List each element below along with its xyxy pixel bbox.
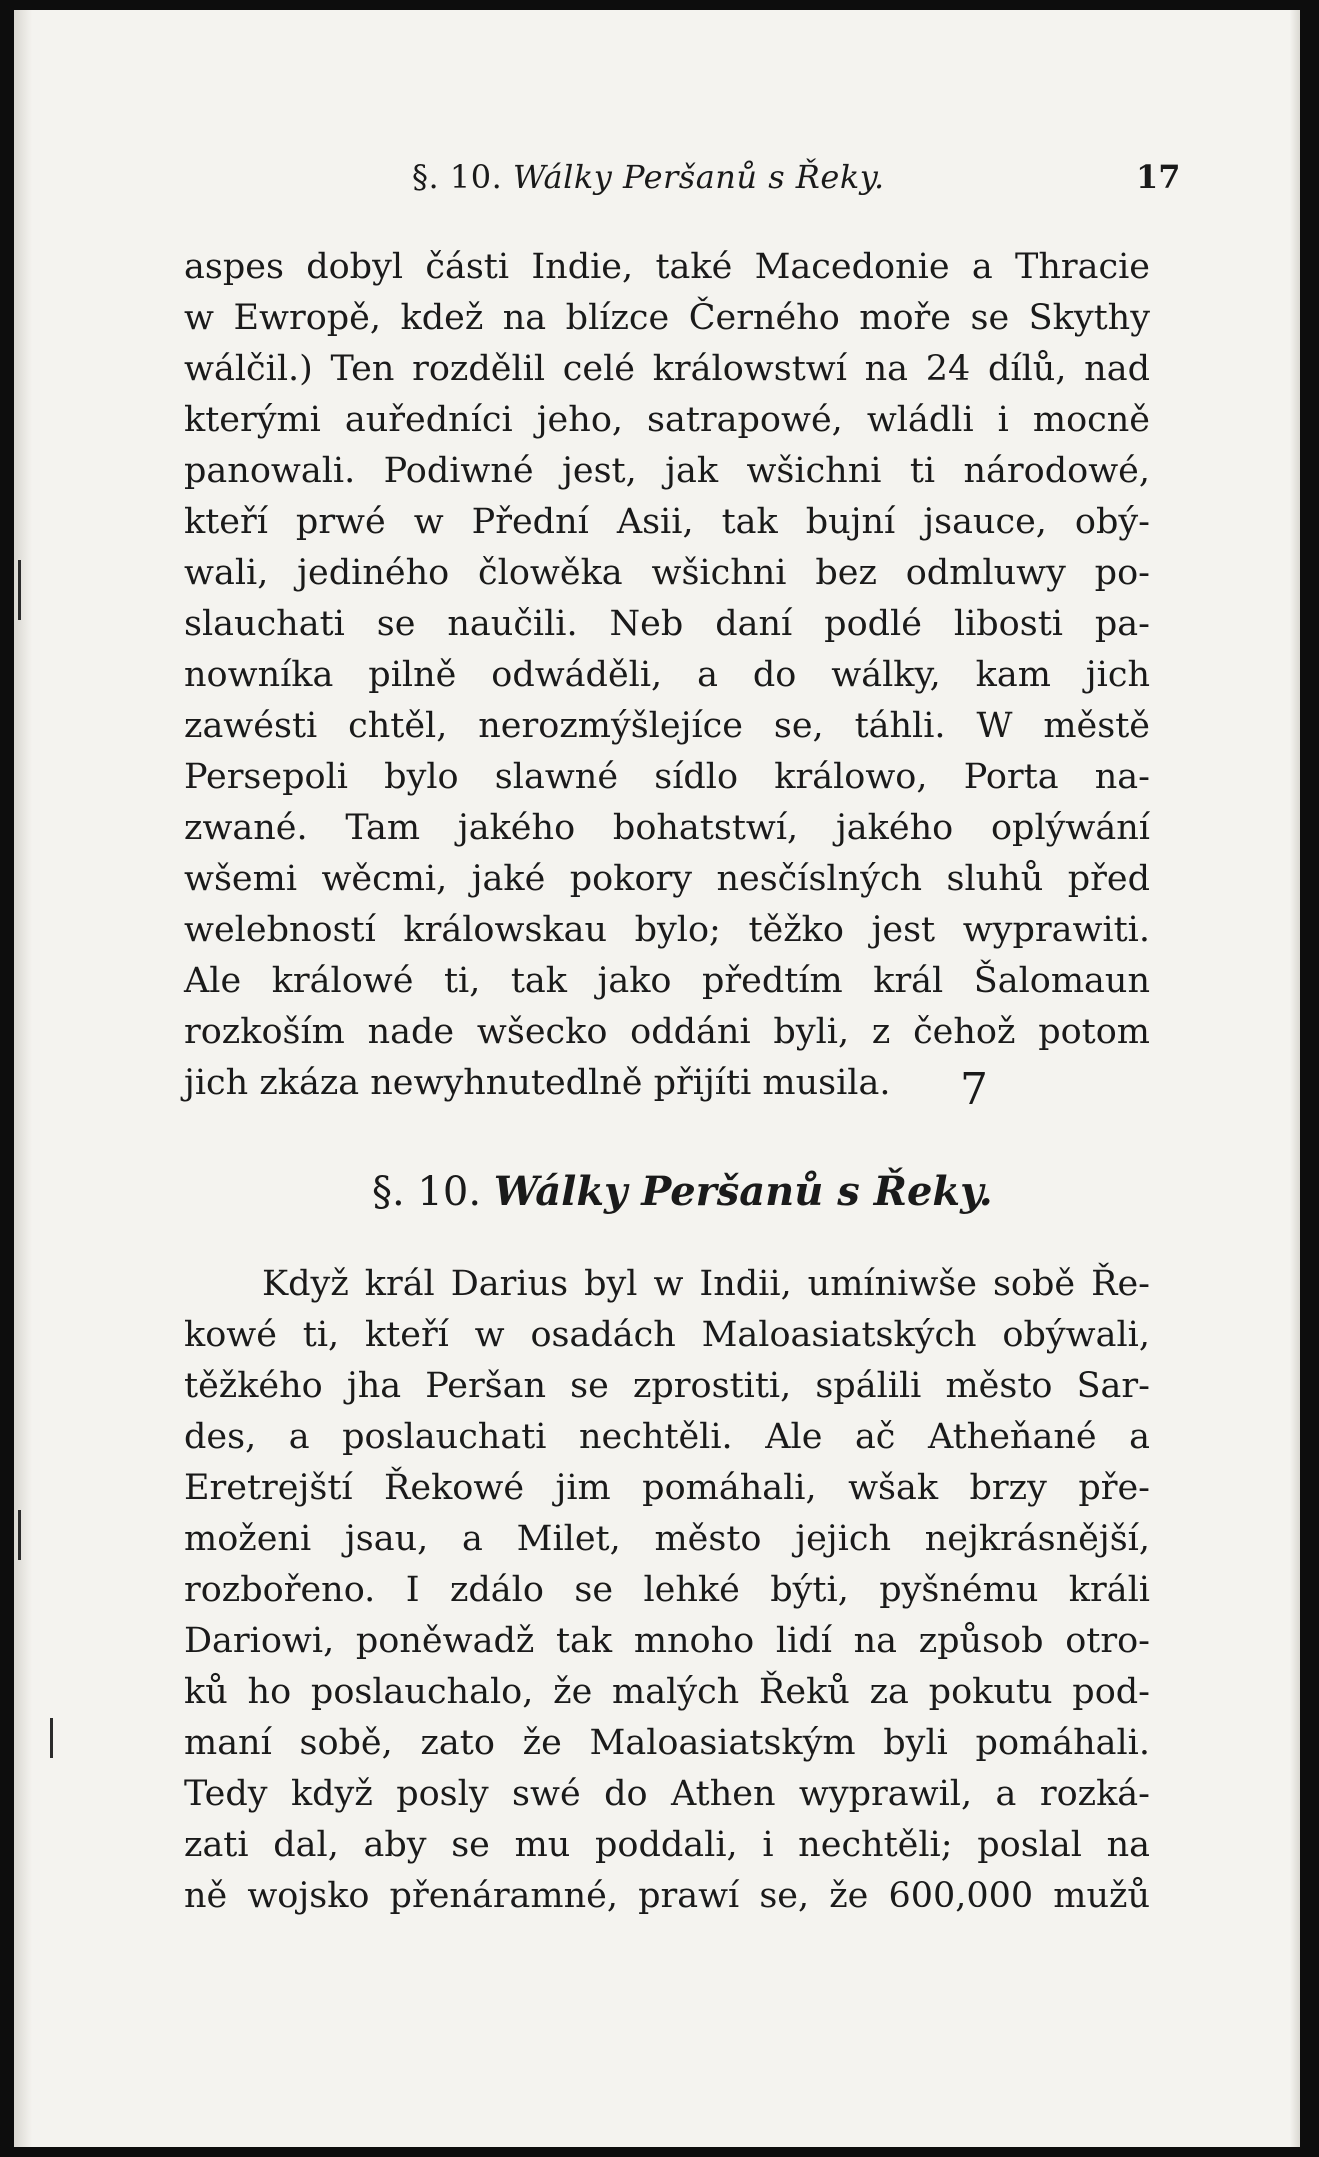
text-line: ků ho poslauchalo, že malých Řeků za pokutu pod- (184, 1672, 1150, 1712)
text-line: zwané. Tam jakého bohatstwí, jakého oplýwání (184, 808, 1150, 848)
text-line: ně wojsko přenáramné, prawí se, že 600,000 mužů (184, 1876, 1150, 1916)
page-gutter-shadow (14, 10, 32, 2147)
header-section-ref: §. 10. (412, 158, 503, 196)
text-line: Dariowi, poněwadž tak mnoho lidí na způsob otro- (184, 1621, 1150, 1661)
text-line: maní sobě, zato že Maloasiatským byli pomáhali. (184, 1723, 1150, 1763)
running-title (412, 158, 885, 196)
text-line: Persepoli bylo slawné sídlo králowo, Porta na- (184, 757, 1150, 797)
text-line: slauchati se naučili. Neb daní podlé libosti pa- (184, 604, 1150, 644)
header-title: Wálky Peršanů s Řeky. (512, 158, 885, 196)
text-line: zawésti chtěl, nerozmýšlejíce se, táhli. W městě (184, 706, 1150, 746)
text-line: těžkého jha Peršan se zprostiti, spálili město Sar- (184, 1366, 1150, 1406)
text-line: wšemi wěcmi, jaké pokory nesčíslných sluhů před (184, 859, 1150, 899)
handwritten-bracket-mark: 7 (960, 1064, 988, 1115)
text-line: rozbořeno. I zdálo se lehké býti, pyšnému králi (184, 1570, 1150, 1610)
text-line: wálčil.) Ten rozdělil celé králowstwí na 24 dílů, nad (184, 349, 1150, 389)
text-line: kowé ti, kteří w osadách Maloasiatských obýwali, (184, 1315, 1150, 1355)
text-line: Tedy když posly swé do Athen wyprawil, a rozká- (184, 1774, 1150, 1814)
text-line: wali, jediného člowěka wšichni bez odmluwy po- (184, 553, 1150, 593)
text-line: des, a poslauchati nechtěli. Ale ač Atheňané a (184, 1417, 1150, 1457)
text-line: rozkoším nade wšecko oddáni byli, z čehož potom (184, 1012, 1150, 1052)
section-number: §. 10. (372, 1169, 482, 1215)
margin-mark (18, 560, 21, 620)
section-title: Wálky Peršanů s Řeky. (493, 1168, 993, 1215)
text-line: aspes dobyl části Indie, také Macedonie a Thracie (184, 247, 1150, 287)
text-line: Ale králowé ti, tak jako předtím král Šalomaun (184, 961, 1150, 1001)
text-line: Když král Darius byl w Indii, umíniwše sobě Ře- (262, 1264, 1150, 1304)
page-edge-shadow (1290, 10, 1300, 2147)
margin-mark (50, 1718, 53, 1758)
text-line: kteří prwé w Přední Asii, tak bujní jsauce, obý- (184, 502, 1150, 542)
text-line: jich zkáza newyhnutedlně přijíti musila. (184, 1063, 891, 1103)
text-line: Eretrejští Řekowé jim pomáhali, wšak brzy pře- (184, 1468, 1150, 1508)
paragraph-2 (184, 1259, 1150, 1922)
text-line: zati dal, aby se mu poddali, i nechtěli; poslal na (184, 1825, 1150, 1865)
page-number: 17 (1136, 158, 1181, 196)
text-line: nowníka pilně odwáděli, a do wálky, kam jich (184, 655, 1150, 695)
text-line: kterými auředníci jeho, satrapowé, wládli i mocně (184, 400, 1150, 440)
text-line: panowali. Podiwné jest, jak wšichni ti národowé, (184, 451, 1150, 491)
running-header (14, 158, 1300, 208)
book-page (14, 10, 1300, 2147)
text-line: w Ewropě, kdež na blízce Černého moře se Skythy (184, 298, 1150, 338)
text-line: moženi jsau, a Milet, město jejich nejkrásnější, (184, 1519, 1150, 1559)
margin-mark (18, 1510, 21, 1560)
paragraph-1 (184, 242, 1150, 1109)
text-line: welebností králowskau bylo; těžko jest wyprawiti. (184, 910, 1150, 950)
section-heading (372, 1168, 993, 1215)
